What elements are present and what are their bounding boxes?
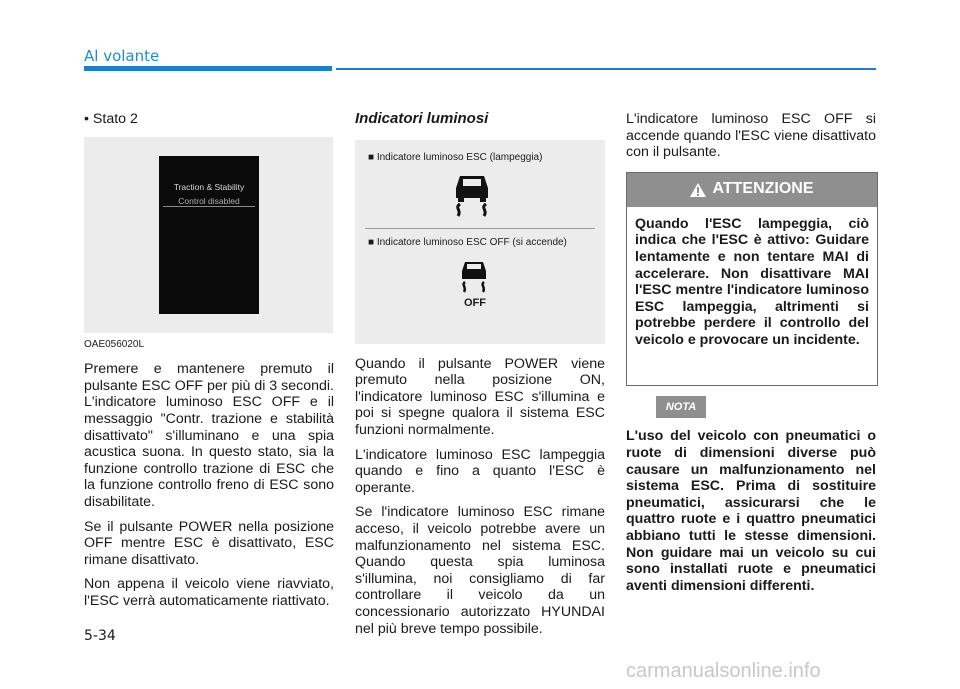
paragraph: Se il pulsante POWER nella posizione OFF mentre ESC è disattivato, ESC rimane disattivato. bbox=[84, 518, 334, 568]
screen-line-1: Traction & Stability bbox=[173, 181, 245, 192]
column-left bbox=[84, 111, 334, 618]
warning-box bbox=[626, 172, 878, 386]
esc-off-icon bbox=[459, 258, 489, 294]
figure-code: OAE056020L bbox=[84, 338, 145, 350]
column-right bbox=[626, 111, 876, 594]
warning-title: ATTENZIONE bbox=[712, 180, 814, 198]
paragraph: Non appena il veicolo viene riavviato, l'ESC verrà automaticamente riattivato. bbox=[84, 576, 334, 609]
nota-body: L'uso del veicolo con pneumatici o ruote di dimensioni diverse può causare un malfunzionamento nel sistema ESC. Prima di sostituire pneumatici, assicurarsi che le quattro ruote e i quattro pneumatici abbiano tutti le stesse dimensioni. Non guidare mai un veicolo su cui sono installati ruote e pneumatici aventi dimensioni differenti. bbox=[626, 428, 876, 594]
paragraph: Premere e mantenere premuto il pulsante ESC OFF per più di 3 secondi. L'indicatore luminoso ESC OFF e il messaggio "Contr. trazione e stabilità disattivato" s'illuminano e una spia acustica suona. In questo stato, sia la funzione controllo trazione di ESC che la funzione controllo freno di ESC sono disabilitate. bbox=[84, 361, 334, 510]
screen-divider bbox=[163, 206, 255, 207]
header-rule-thin bbox=[336, 68, 876, 70]
paragraph: Quando il pulsante POWER viene premuto nella posizione ON, l'indicatore luminoso ESC s'illumina e poi si spegne qualora il sistema ESC funzioni normalmente. bbox=[355, 355, 605, 438]
column-middle bbox=[355, 111, 605, 645]
indicator-figure bbox=[355, 140, 605, 344]
warning-triangle-icon bbox=[690, 183, 706, 197]
warning-body: Quando l'ESC lampeggia, ciò indica che l'ESC è attivo: Guidare lentamente e non tentare MAI di accelerare. Non disattivare MAI l'ESC mentre l'indicatore luminoso ESC lampeggia, altrimenti si potrebbe perdere il controllo del veicolo e provocare un incidente. bbox=[635, 215, 869, 348]
esc-off-indicator-label: ■ Indicatore luminoso ESC OFF (si accende) bbox=[368, 236, 567, 248]
cluster-screen bbox=[159, 156, 259, 314]
warning-header bbox=[627, 173, 877, 207]
paragraph: L'indicatore luminoso ESC OFF si accende quando l'ESC viene disattivato con il pulsante. bbox=[626, 111, 876, 161]
off-label: OFF bbox=[464, 296, 486, 309]
paragraph: Se l'indicatore luminoso ESC rimane acceso, il veicolo potrebbe avere un malfunzionamento nel sistema ESC. Quando questa spia luminosa s'illumina, noi consigliamo di far controllare il veicolo da un concessionario autorizzato HYUNDAI nel più breve tempo possibile. bbox=[355, 504, 605, 637]
paragraph: L'indicatore luminoso ESC lampeggia quando e fino a quanto l'ESC è operante. bbox=[355, 446, 605, 496]
header-rule-thick bbox=[84, 66, 332, 71]
screen-line-2: Control disabled bbox=[178, 195, 240, 206]
bullet-stato-2: • Stato 2 bbox=[84, 111, 138, 127]
figure-divider bbox=[365, 228, 595, 229]
page-number: 5-34 bbox=[84, 628, 116, 644]
esc-indicator-label: ■ Indicatore luminoso ESC (lampeggia) bbox=[368, 151, 543, 163]
esc-skid-icon bbox=[452, 170, 492, 220]
heading-indicatori: Indicatori luminosi bbox=[355, 110, 489, 127]
section-title: Al volante bbox=[84, 47, 160, 65]
display-figure bbox=[84, 137, 333, 333]
nota-badge: NOTA bbox=[656, 396, 706, 419]
watermark: carmanualsonline.info bbox=[626, 660, 821, 682]
